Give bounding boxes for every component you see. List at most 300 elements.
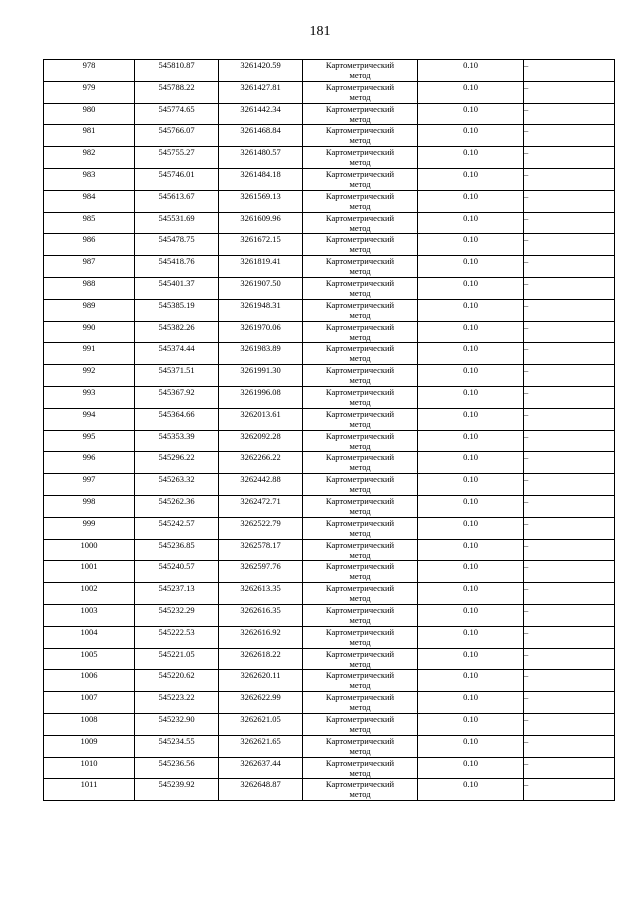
method-cell <box>303 474 418 496</box>
table-row <box>44 321 615 343</box>
method-line-2: метод <box>349 70 371 80</box>
description-cell: – <box>524 648 615 670</box>
point-number-cell: 979 <box>44 81 135 103</box>
method-line-2: метод <box>349 353 371 364</box>
table-row <box>44 626 615 648</box>
y-coordinate-cell: 3261484.18 <box>219 168 303 190</box>
precision-cell: 0.10 <box>418 735 524 757</box>
x-coordinate-cell: 545418.76 <box>135 256 219 278</box>
coordinates-table <box>43 59 615 801</box>
y-coordinate-cell: 3261427.81 <box>219 81 303 103</box>
method-line-2: метод <box>349 505 371 516</box>
method-line-1: Картометрический <box>325 452 395 463</box>
method-cell <box>303 386 418 408</box>
x-coordinate-cell: 545788.22 <box>135 81 219 103</box>
x-coordinate-cell: 545232.90 <box>135 713 219 735</box>
x-coordinate-cell: 545401.37 <box>135 277 219 299</box>
description-cell: – <box>524 60 615 82</box>
description-cell: – <box>524 561 615 583</box>
table-row <box>44 365 615 387</box>
description-cell: – <box>524 81 615 103</box>
x-coordinate-cell: 545240.57 <box>135 561 219 583</box>
y-coordinate-cell: 3262637.44 <box>219 757 303 779</box>
y-coordinate-cell: 3261569.13 <box>219 190 303 212</box>
precision-cell: 0.10 <box>418 365 524 387</box>
point-number-cell: 1000 <box>44 539 135 561</box>
precision-cell: 0.10 <box>418 495 524 517</box>
table-row <box>44 561 615 583</box>
table-row <box>44 757 615 779</box>
method-line-1: Картометрический <box>325 757 395 768</box>
point-number-cell: 978 <box>44 60 135 82</box>
point-number-cell: 980 <box>44 103 135 125</box>
method-line-1: Картометрический <box>325 626 395 637</box>
method-line-1: Картометрический <box>325 474 395 485</box>
table-row <box>44 386 615 408</box>
method-line-1: Картометрический <box>325 125 395 136</box>
method-line-1: Картометрический <box>325 234 395 245</box>
precision-cell: 0.10 <box>418 277 524 299</box>
y-coordinate-cell: 3261672.15 <box>219 234 303 256</box>
method-line-2: метод <box>349 91 371 102</box>
precision-cell: 0.10 <box>418 103 524 125</box>
point-number-cell: 982 <box>44 147 135 169</box>
method-line-2: метод <box>349 266 371 277</box>
method-line-2: метод <box>349 636 371 647</box>
method-cell <box>303 408 418 430</box>
method-cell <box>303 561 418 583</box>
method-line-2: метод <box>349 375 371 386</box>
description-cell: – <box>524 735 615 757</box>
y-coordinate-cell: 3261480.57 <box>219 147 303 169</box>
method-line-2: метод <box>349 244 371 255</box>
point-number-cell: 997 <box>44 474 135 496</box>
precision-cell: 0.10 <box>418 430 524 452</box>
method-line-1: Картометрический <box>325 670 395 681</box>
description-cell: – <box>524 713 615 735</box>
precision-cell: 0.10 <box>418 386 524 408</box>
method-line-2: метод <box>349 745 371 756</box>
x-coordinate-cell: 545220.62 <box>135 670 219 692</box>
x-coordinate-cell: 545223.22 <box>135 692 219 714</box>
precision-cell: 0.10 <box>418 168 524 190</box>
point-number-cell: 993 <box>44 386 135 408</box>
method-cell <box>303 299 418 321</box>
method-line-2: метод <box>349 113 371 124</box>
y-coordinate-cell: 3262092.28 <box>219 430 303 452</box>
precision-cell: 0.10 <box>418 408 524 430</box>
method-cell <box>303 81 418 103</box>
method-cell <box>303 735 418 757</box>
method-line-1: Картометрический <box>325 779 395 790</box>
description-cell: – <box>524 583 615 605</box>
point-number-cell: 1001 <box>44 561 135 583</box>
precision-cell: 0.10 <box>418 517 524 539</box>
description-cell: – <box>524 452 615 474</box>
point-number-cell: 1005 <box>44 648 135 670</box>
precision-cell: 0.10 <box>418 561 524 583</box>
y-coordinate-cell: 3261907.50 <box>219 277 303 299</box>
table-row <box>44 147 615 169</box>
method-line-2: метод <box>349 484 371 495</box>
precision-cell: 0.10 <box>418 779 524 801</box>
precision-cell: 0.10 <box>418 648 524 670</box>
method-cell <box>303 670 418 692</box>
method-line-2: метод <box>349 723 371 734</box>
method-line-2: метод <box>349 200 371 211</box>
point-number-cell: 999 <box>44 517 135 539</box>
method-line-1: Картометрический <box>325 539 395 550</box>
y-coordinate-cell: 3262618.22 <box>219 648 303 670</box>
method-line-1: Картометрический <box>325 365 395 376</box>
table-row <box>44 234 615 256</box>
point-number-cell: 983 <box>44 168 135 190</box>
method-line-2: метод <box>349 396 371 407</box>
description-cell: – <box>524 212 615 234</box>
method-cell <box>303 103 418 125</box>
x-coordinate-cell: 545236.56 <box>135 757 219 779</box>
table-row <box>44 583 615 605</box>
method-cell <box>303 583 418 605</box>
method-line-1: Картометрический <box>325 692 395 703</box>
table-row <box>44 713 615 735</box>
x-coordinate-cell: 545613.67 <box>135 190 219 212</box>
x-coordinate-cell: 545242.57 <box>135 517 219 539</box>
table-row <box>44 779 615 801</box>
method-cell <box>303 495 418 517</box>
method-line-2: метод <box>349 157 371 168</box>
method-cell <box>303 779 418 801</box>
x-coordinate-cell: 545766.07 <box>135 125 219 147</box>
method-cell <box>303 256 418 278</box>
method-line-1: Картометрический <box>325 168 395 179</box>
method-line-2: метод <box>349 571 371 582</box>
y-coordinate-cell: 3261970.06 <box>219 321 303 343</box>
x-coordinate-cell: 545221.05 <box>135 648 219 670</box>
precision-cell: 0.10 <box>418 299 524 321</box>
description-cell: – <box>524 234 615 256</box>
point-number-cell: 994 <box>44 408 135 430</box>
x-coordinate-cell: 545531.69 <box>135 212 219 234</box>
description-cell: – <box>524 408 615 430</box>
table-row <box>44 256 615 278</box>
description-cell: – <box>524 604 615 626</box>
y-coordinate-cell: 3261442.34 <box>219 103 303 125</box>
x-coordinate-cell: 545774.65 <box>135 103 219 125</box>
method-cell <box>303 604 418 626</box>
method-line-1: Картометрический <box>325 561 395 572</box>
method-line-1: Картометрический <box>325 408 395 419</box>
method-line-2: метод <box>349 527 371 538</box>
description-cell: – <box>524 539 615 561</box>
method-line-1: Картометрический <box>325 256 395 267</box>
method-line-2: метод <box>349 680 371 691</box>
x-coordinate-cell: 545371.51 <box>135 365 219 387</box>
table-row <box>44 299 615 321</box>
point-number-cell: 990 <box>44 321 135 343</box>
method-line-2: метод <box>349 658 371 669</box>
table-row <box>44 670 615 692</box>
description-cell: – <box>524 125 615 147</box>
method-line-2: метод <box>349 593 371 604</box>
description-cell: – <box>524 430 615 452</box>
method-cell <box>303 125 418 147</box>
method-line-1: Картометрический <box>325 495 395 506</box>
x-coordinate-cell: 545746.01 <box>135 168 219 190</box>
method-cell <box>303 452 418 474</box>
table-row <box>44 277 615 299</box>
table-row <box>44 495 615 517</box>
method-cell <box>303 713 418 735</box>
description-cell: – <box>524 256 615 278</box>
x-coordinate-cell: 545239.92 <box>135 779 219 801</box>
precision-cell: 0.10 <box>418 713 524 735</box>
method-line-2: метод <box>349 287 371 298</box>
page-number: 181 <box>309 24 331 39</box>
method-line-2: метод <box>349 614 371 625</box>
x-coordinate-cell: 545353.39 <box>135 430 219 452</box>
point-number-cell: 1010 <box>44 757 135 779</box>
precision-cell: 0.10 <box>418 190 524 212</box>
precision-cell: 0.10 <box>418 343 524 365</box>
table-row <box>44 81 615 103</box>
x-coordinate-cell: 545364.66 <box>135 408 219 430</box>
method-line-1: Картометрический <box>325 735 395 746</box>
method-line-1: Картометрический <box>325 517 395 528</box>
table-row <box>44 103 615 125</box>
precision-cell: 0.10 <box>418 670 524 692</box>
x-coordinate-cell: 545234.55 <box>135 735 219 757</box>
table-row <box>44 430 615 452</box>
method-cell <box>303 365 418 387</box>
method-line-1: Картометрический <box>325 321 395 332</box>
method-line-2: метод <box>349 702 371 713</box>
point-number-cell: 1006 <box>44 670 135 692</box>
point-number-cell: 985 <box>44 212 135 234</box>
precision-cell: 0.10 <box>418 626 524 648</box>
description-cell: – <box>524 757 615 779</box>
description-cell: – <box>524 386 615 408</box>
method-line-2: метод <box>349 135 371 146</box>
point-number-cell: 992 <box>44 365 135 387</box>
y-coordinate-cell: 3262620.11 <box>219 670 303 692</box>
y-coordinate-cell: 3262616.35 <box>219 604 303 626</box>
point-number-cell: 981 <box>44 125 135 147</box>
method-cell <box>303 277 418 299</box>
description-cell: – <box>524 670 615 692</box>
table-row <box>44 60 615 82</box>
table-row <box>44 735 615 757</box>
precision-cell: 0.10 <box>418 125 524 147</box>
description-cell: – <box>524 692 615 714</box>
method-line-2: метод <box>349 178 371 189</box>
point-number-cell: 988 <box>44 277 135 299</box>
method-line-2: метод <box>349 418 371 429</box>
y-coordinate-cell: 3262621.65 <box>219 735 303 757</box>
point-number-cell: 987 <box>44 256 135 278</box>
method-cell <box>303 626 418 648</box>
method-cell <box>303 539 418 561</box>
method-line-1: Картометрический <box>325 60 395 70</box>
method-line-1: Картометрический <box>325 147 395 158</box>
method-line-2: метод <box>349 789 371 800</box>
method-cell <box>303 212 418 234</box>
precision-cell: 0.10 <box>418 212 524 234</box>
description-cell: – <box>524 495 615 517</box>
y-coordinate-cell: 3262013.61 <box>219 408 303 430</box>
precision-cell: 0.10 <box>418 60 524 82</box>
method-cell <box>303 60 418 82</box>
method-line-1: Картометрический <box>325 103 395 114</box>
x-coordinate-cell: 545296.22 <box>135 452 219 474</box>
x-coordinate-cell: 545382.26 <box>135 321 219 343</box>
table-row <box>44 408 615 430</box>
method-line-1: Картометрический <box>325 343 395 354</box>
table-row <box>44 692 615 714</box>
y-coordinate-cell: 3261948.31 <box>219 299 303 321</box>
point-number-cell: 984 <box>44 190 135 212</box>
table-row <box>44 212 615 234</box>
description-cell: – <box>524 299 615 321</box>
precision-cell: 0.10 <box>418 692 524 714</box>
y-coordinate-cell: 3262266.22 <box>219 452 303 474</box>
y-coordinate-cell: 3262597.76 <box>219 561 303 583</box>
method-cell <box>303 648 418 670</box>
table-row <box>44 343 615 365</box>
table-row <box>44 648 615 670</box>
y-coordinate-cell: 3261996.08 <box>219 386 303 408</box>
y-coordinate-cell: 3262613.35 <box>219 583 303 605</box>
y-coordinate-cell: 3261991.30 <box>219 365 303 387</box>
table-row <box>44 190 615 212</box>
x-coordinate-cell: 545237.13 <box>135 583 219 605</box>
method-line-1: Картометрический <box>325 81 395 92</box>
y-coordinate-cell: 3261468.84 <box>219 125 303 147</box>
method-line-2: метод <box>349 440 371 451</box>
precision-cell: 0.10 <box>418 757 524 779</box>
y-coordinate-cell: 3262622.99 <box>219 692 303 714</box>
y-coordinate-cell: 3261819.41 <box>219 256 303 278</box>
method-cell <box>303 321 418 343</box>
point-number-cell: 998 <box>44 495 135 517</box>
precision-cell: 0.10 <box>418 452 524 474</box>
x-coordinate-cell: 545236.85 <box>135 539 219 561</box>
description-cell: – <box>524 321 615 343</box>
method-line-1: Картометрический <box>325 277 395 288</box>
method-line-1: Картометрический <box>325 190 395 201</box>
method-cell <box>303 147 418 169</box>
method-cell <box>303 757 418 779</box>
point-number-cell: 989 <box>44 299 135 321</box>
description-cell: – <box>524 190 615 212</box>
description-cell: – <box>524 365 615 387</box>
precision-cell: 0.10 <box>418 604 524 626</box>
x-coordinate-cell: 545478.75 <box>135 234 219 256</box>
table-row <box>44 125 615 147</box>
method-line-1: Картометрический <box>325 299 395 310</box>
table-row <box>44 539 615 561</box>
table-row <box>44 604 615 626</box>
coordinates-table-body <box>44 60 615 801</box>
precision-cell: 0.10 <box>418 256 524 278</box>
description-cell: – <box>524 277 615 299</box>
table-row <box>44 452 615 474</box>
method-line-1: Картометрический <box>325 604 395 615</box>
method-line-1: Картометрический <box>325 430 395 441</box>
method-cell <box>303 517 418 539</box>
x-coordinate-cell: 545367.92 <box>135 386 219 408</box>
precision-cell: 0.10 <box>418 234 524 256</box>
method-line-2: метод <box>349 549 371 560</box>
point-number-cell: 986 <box>44 234 135 256</box>
x-coordinate-cell: 545232.29 <box>135 604 219 626</box>
method-line-2: метод <box>349 309 371 320</box>
precision-cell: 0.10 <box>418 81 524 103</box>
y-coordinate-cell: 3262648.87 <box>219 779 303 801</box>
precision-cell: 0.10 <box>418 147 524 169</box>
y-coordinate-cell: 3262522.79 <box>219 517 303 539</box>
y-coordinate-cell: 3261420.59 <box>219 60 303 82</box>
precision-cell: 0.10 <box>418 539 524 561</box>
description-cell: – <box>524 626 615 648</box>
point-number-cell: 1002 <box>44 583 135 605</box>
x-coordinate-cell: 545374.44 <box>135 343 219 365</box>
description-cell: – <box>524 168 615 190</box>
y-coordinate-cell: 3262442.88 <box>219 474 303 496</box>
method-line-1: Картометрический <box>325 713 395 724</box>
method-line-1: Картометрический <box>325 648 395 659</box>
point-number-cell: 1011 <box>44 779 135 801</box>
method-line-2: метод <box>349 462 371 473</box>
precision-cell: 0.10 <box>418 321 524 343</box>
x-coordinate-cell: 545222.53 <box>135 626 219 648</box>
point-number-cell: 996 <box>44 452 135 474</box>
method-cell <box>303 168 418 190</box>
method-cell <box>303 692 418 714</box>
x-coordinate-cell: 545755.27 <box>135 147 219 169</box>
description-cell: – <box>524 103 615 125</box>
x-coordinate-cell: 545385.19 <box>135 299 219 321</box>
precision-cell: 0.10 <box>418 474 524 496</box>
method-cell <box>303 343 418 365</box>
description-cell: – <box>524 779 615 801</box>
table-row <box>44 517 615 539</box>
point-number-cell: 991 <box>44 343 135 365</box>
y-coordinate-cell: 3262578.17 <box>219 539 303 561</box>
point-number-cell: 1004 <box>44 626 135 648</box>
method-line-2: метод <box>349 222 371 233</box>
point-number-cell: 1009 <box>44 735 135 757</box>
y-coordinate-cell: 3261983.89 <box>219 343 303 365</box>
method-line-2: метод <box>349 331 371 342</box>
description-cell: – <box>524 474 615 496</box>
table-row <box>44 168 615 190</box>
method-line-2: метод <box>349 767 371 778</box>
method-cell <box>303 234 418 256</box>
method-line-1: Картометрический <box>325 386 395 397</box>
point-number-cell: 995 <box>44 430 135 452</box>
method-line-1: Картометрический <box>325 583 395 594</box>
method-cell <box>303 190 418 212</box>
x-coordinate-cell: 545810.87 <box>135 60 219 82</box>
point-number-cell: 1003 <box>44 604 135 626</box>
y-coordinate-cell: 3262616.92 <box>219 626 303 648</box>
point-number-cell: 1008 <box>44 713 135 735</box>
y-coordinate-cell: 3262472.71 <box>219 495 303 517</box>
method-line-1: Картометрический <box>325 212 395 223</box>
y-coordinate-cell: 3261609.96 <box>219 212 303 234</box>
description-cell: – <box>524 343 615 365</box>
